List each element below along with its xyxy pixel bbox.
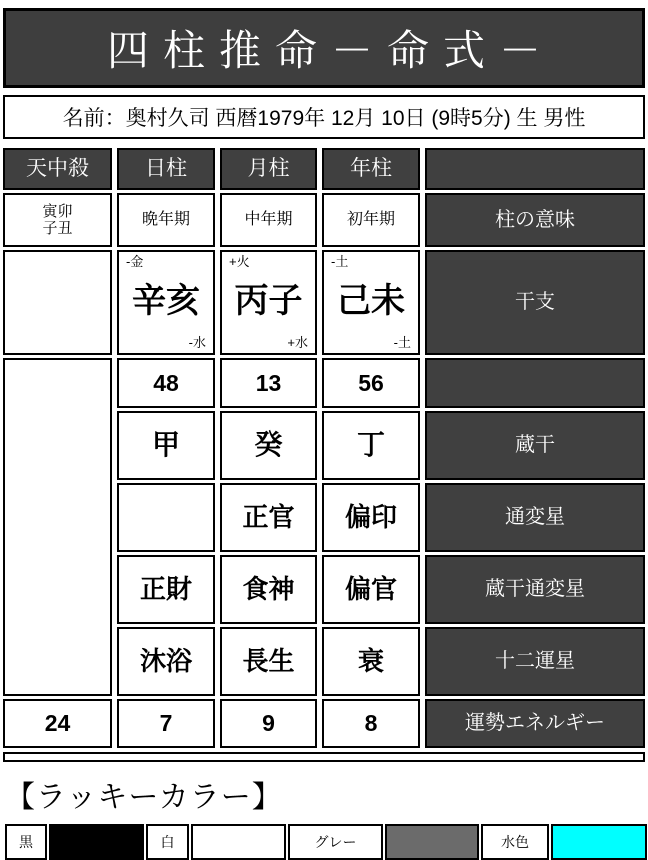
year-branch-element: -土	[393, 335, 411, 350]
day-kanshi: 辛亥	[132, 282, 200, 321]
day-energy: 7	[117, 699, 215, 748]
year-tsuhensei: 偏印	[322, 483, 420, 552]
header-month-pillar: 月柱	[220, 148, 317, 190]
month-kanshi-cell	[220, 250, 317, 355]
year-kanshi: 己未	[337, 282, 405, 321]
row-label-pillar-meaning: 柱の意味	[425, 193, 645, 247]
color-label-white: 白	[146, 824, 189, 860]
row-label-tsuhensei: 通変星	[425, 483, 645, 552]
month-stem-element: +火	[229, 254, 250, 269]
year-zokan: 丁	[322, 411, 420, 480]
tenchusatsu-value	[3, 193, 112, 247]
month-juni-unsei: 長生	[220, 627, 317, 696]
tenchusatsu-kanshi-empty	[3, 250, 112, 355]
year-zokan-tsuhensei: 偏官	[322, 555, 420, 624]
year-stem-element: -土	[331, 254, 349, 269]
month-kanshi-number: 13	[220, 358, 317, 408]
color-label-lightblue: 水色	[481, 824, 549, 860]
day-period: 晩年期	[117, 193, 215, 247]
lucky-color-row	[5, 824, 647, 860]
year-kanshi-number: 56	[322, 358, 420, 408]
separator-strip	[3, 752, 645, 762]
day-stem-element: -金	[126, 254, 144, 269]
day-zokan: 甲	[117, 411, 215, 480]
year-kanshi-cell	[322, 250, 420, 355]
tenchusatsu-line1: 寅卯	[42, 202, 73, 220]
month-energy: 9	[220, 699, 317, 748]
name-birth-line: 名前：奥村久司 西暦1979年 12月 10日 (9時5分) 生 男性	[3, 95, 645, 139]
header-tenchusatsu: 天中殺	[3, 148, 112, 190]
day-branch-element: -水	[188, 335, 206, 350]
lucky-color-heading: 【ラッキーカラー】	[5, 781, 283, 814]
color-label-black: 黒	[5, 824, 47, 860]
year-energy: 8	[322, 699, 420, 748]
meishiki-table	[3, 148, 645, 748]
tenchusatsu-merged-empty	[3, 358, 112, 696]
header-year-pillar: 年柱	[322, 148, 420, 190]
color-swatch-white	[191, 824, 286, 860]
color-swatch-black	[49, 824, 144, 860]
month-kanshi: 丙子	[234, 282, 303, 321]
row-label-juni-unsei: 十二運星	[425, 627, 645, 696]
color-label-gray: グレー	[288, 824, 383, 860]
color-swatch-lightblue	[551, 824, 647, 860]
tenchusatsu-energy: 24	[3, 699, 112, 748]
day-kanshi-number: 48	[117, 358, 215, 408]
month-zokan-tsuhensei: 食神	[220, 555, 317, 624]
month-zokan: 癸	[220, 411, 317, 480]
day-kanshi-cell	[117, 250, 215, 355]
month-tsuhensei: 正官	[220, 483, 317, 552]
row-label-zokan-tsuhensei: 蔵干通変星	[425, 555, 645, 624]
number-row-empty-label	[425, 358, 645, 408]
year-juni-unsei: 衰	[322, 627, 420, 696]
color-swatch-gray	[385, 824, 479, 860]
day-juni-unsei: 沐浴	[117, 627, 215, 696]
row-label-energy: 運勢エネルギー	[425, 699, 645, 748]
row-label-zokan: 蔵干	[425, 411, 645, 480]
row-label-kanshi: 干支	[425, 250, 645, 355]
month-branch-element: +水	[287, 335, 308, 350]
header-empty-cell	[425, 148, 645, 190]
year-period: 初年期	[322, 193, 420, 247]
tenchusatsu-line2: 子丑	[42, 220, 73, 237]
header-day-pillar: 日柱	[117, 148, 215, 190]
day-zokan-tsuhensei: 正財	[117, 555, 215, 624]
page-title: 四柱推命－命式－	[3, 8, 645, 88]
month-period: 中年期	[220, 193, 317, 247]
day-tsuhensei-empty	[117, 483, 215, 552]
